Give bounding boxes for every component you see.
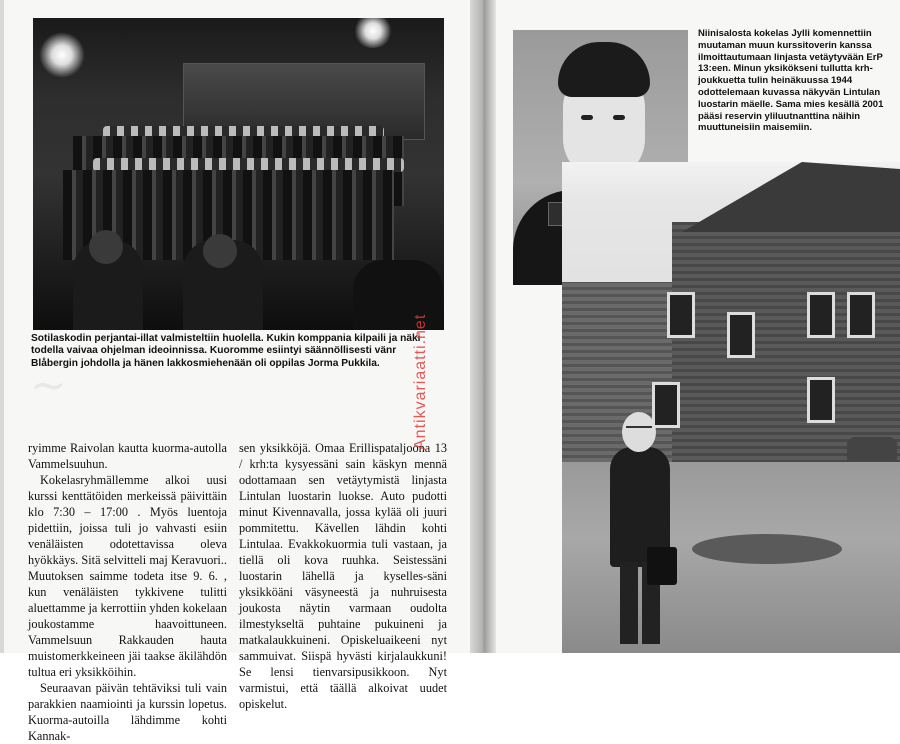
eye bbox=[581, 115, 593, 120]
paragraph: sen yksikköjä. Omaa Erillispataljoona 13 / krh:ta kysyessäni sain käskyn mennä odottamaan sen vetäytymistä linjasta Lintulan luostarin luokse. Auto pudotti minut Kivennavalla, jossa kylää oli juuri pommitettu. Kävellen lähdin kohti Lintulaa. Evakkokuormia tuli vastaan, ja tiellä oli kova ruuhka. Seistessäni luostarin lähellä ja kyselles-säni yksikköäni väsyneestä ja nuhruisesta joukosta näytin varmaan oudolta ilmestykseltä puhtaine pukuineni ja matkalaukkuineni. Opiskeluaikeeni nyt sammuivat. Siispä hyvästi kirjalaukkuni! Se lensi tienvarsipusikkoon. Nyt varmistui, että täällä alkoivat uudet opiskelut. bbox=[239, 441, 447, 711]
text-column-1 bbox=[28, 440, 227, 744]
audience-head bbox=[203, 234, 237, 268]
right-photo-caption: Niinisalosta kokelas Jylli komennettiin muutaman muun kurssitoverin kanssa ilmoittautumaan linjasta vetäytyvään ErP 13:een. Minun yksikökseni tullutta krh-joukkuetta tulin heinäkuussa 1944 odottelemaan kuvassa näkyvän Lintulan luostarin mäelle. Sama mies kesällä 2001 pääsi reservin yliluutnanttina näihin muuttuneisiin maisemiin. bbox=[698, 28, 884, 134]
audience-head bbox=[89, 230, 123, 264]
building-wall bbox=[672, 222, 900, 467]
watermark: Antikvariaatti.net bbox=[412, 313, 429, 450]
hair bbox=[558, 42, 650, 97]
car bbox=[847, 437, 897, 461]
window bbox=[667, 292, 695, 338]
book-gutter bbox=[470, 0, 496, 653]
eye bbox=[613, 115, 625, 120]
window bbox=[727, 312, 755, 358]
building-roof bbox=[682, 162, 900, 232]
puddle bbox=[692, 534, 842, 564]
window bbox=[807, 377, 835, 423]
window bbox=[807, 292, 835, 338]
paragraph: Kokelasryhmällemme alkoi uusi kurssi kenttätöiden merkeissä päivittäin klo 7:30 – 17:00 . Myös luentoja pidettiin, joissa tuli jo vahvasti esiin venäläisten odotettavissa oleva hyökkäys. Sitä selvitteli maj Keravuori.. Muutoksen saimme todeta itse 9. 6. , kun venäläisten tykkivene tulitti aluettamme ja kerrottiin yhden kokelaan joukostamme haavoittuneen. Vammelsuun Rakkauden hauta muistomerkkeineen jäi taakse äkilähdön tultua eri yksikköihin. bbox=[28, 473, 227, 679]
paragraph: ryimme Raivolan kautta kuorma-autolla Vammelsuuhun. bbox=[28, 441, 227, 471]
monastery-photo bbox=[562, 162, 900, 653]
page-edge bbox=[0, 0, 4, 653]
paragraph: Seuraavan päivän tehtäviksi tuli vain parakkien naamiointi ja kurssin lopetus. Kuorma-autoilla lähdimme kohti Kannak- bbox=[28, 681, 227, 743]
stage-light bbox=[353, 18, 393, 48]
stage-light bbox=[39, 32, 85, 78]
window bbox=[652, 382, 680, 428]
glasses bbox=[626, 426, 652, 434]
text-column-2 bbox=[239, 440, 447, 712]
choir-photo bbox=[33, 18, 444, 330]
window bbox=[847, 292, 875, 338]
bleed-through-text: ~ bbox=[30, 360, 67, 411]
bag bbox=[647, 547, 677, 585]
left-photo-caption: Sotilaskodin perjantai-illat valmisteltiin huolella. Kukin komppania kilpaili ja näki todella vaivaa ohjelman ideoinnissa. Kuoromme esiintyi säännöllisesti vänr Blåbergin johdolla ja hänen lakkosmiehenään oli oppilas Jorma Pukkila. bbox=[31, 333, 421, 369]
